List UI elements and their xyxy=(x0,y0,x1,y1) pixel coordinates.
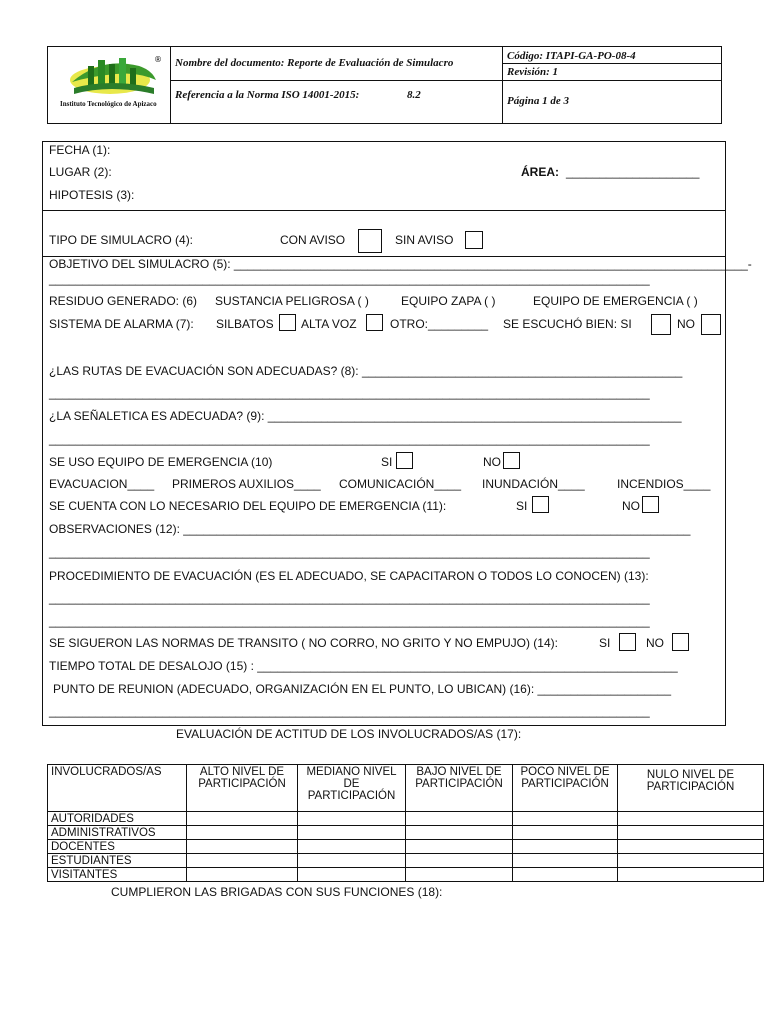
row-label: DOCENTES xyxy=(48,840,187,854)
table-row xyxy=(48,854,764,868)
without-notice-checkbox[interactable] xyxy=(465,231,483,249)
header-divider xyxy=(502,63,721,64)
table-cell[interactable] xyxy=(406,868,513,882)
table-cell[interactable] xyxy=(618,840,764,854)
traffic-rules-yes-checkbox[interactable] xyxy=(619,633,636,651)
fire-option[interactable]: INCENDIOS____ xyxy=(617,477,711,491)
equipment-used-label: SE USO EQUIPO DE EMERGENCIA (10) xyxy=(49,455,273,469)
residue-label: RESIDUO GENERADO: (6) xyxy=(49,294,198,308)
emergency-equipment-option[interactable]: EQUIPO DE EMERGENCIA ( ) xyxy=(533,294,698,308)
necessary-equipment-no-label: NO xyxy=(622,499,640,513)
table-cell[interactable] xyxy=(618,826,764,840)
evacuation-routes-question[interactable]: ¿LAS RUTAS DE EVACUACIÓN SON ADECUADAS? (8): ________________________________________________ xyxy=(49,364,683,378)
other-field[interactable]: OTRO:_________ xyxy=(390,317,489,331)
objective-field[interactable]: OBJETIVO DEL SIMULACRO (5): _____________________________________________________________________________- xyxy=(49,257,752,271)
equipment-used-no-checkbox[interactable] xyxy=(503,452,520,469)
with-notice-checkbox[interactable] xyxy=(358,229,382,253)
header-divider xyxy=(170,80,721,81)
table-cell[interactable] xyxy=(406,826,513,840)
table-cell[interactable] xyxy=(513,868,618,882)
total-evacuation-time-field[interactable]: TIEMPO TOTAL DE DESALOJO (15) : _______________________________________________________________ xyxy=(49,659,678,673)
column-header: NULO NIVEL DE PARTICIPACIÓN xyxy=(618,765,764,812)
traffic-rules-no-label: NO xyxy=(646,636,664,650)
heard-well-no-label: NO xyxy=(677,317,695,331)
table-row xyxy=(48,868,764,882)
row-label: ESTUDIANTES xyxy=(48,854,187,868)
first-aid-option[interactable]: PRIMEROS AUXILIOS____ xyxy=(172,477,321,491)
table-cell[interactable] xyxy=(406,812,513,826)
necessary-equipment-no-checkbox[interactable] xyxy=(642,496,659,513)
communication-option[interactable]: COMUNICACIÓN____ xyxy=(339,477,462,491)
logo-emblem-icon xyxy=(58,52,166,102)
table-header-row xyxy=(48,765,764,812)
table-cell[interactable] xyxy=(298,840,406,854)
meeting-point-field[interactable]: PUNTO DE REUNION (ADECUADO, ORGANIZACIÓN EN EL PUNTO, LO UBICAN) (16): ____________________ xyxy=(53,682,671,696)
page-number: Página 1 de 3 xyxy=(507,95,570,107)
row-label: AUTORIDADES xyxy=(48,812,187,826)
table-cell[interactable] xyxy=(618,812,764,826)
document-revision: Revisión: 1 xyxy=(507,66,559,78)
table-row xyxy=(48,840,764,854)
table-cell[interactable] xyxy=(618,854,764,868)
column-header: ALTO NIVEL DE PARTICIPACIÓN xyxy=(187,765,298,812)
table-cell[interactable] xyxy=(298,826,406,840)
table-cell[interactable] xyxy=(513,840,618,854)
traffic-rules-no-checkbox[interactable] xyxy=(672,633,689,651)
necessary-equipment-yes-label: SI xyxy=(516,499,528,513)
evacuation-option[interactable]: EVACUACION____ xyxy=(49,477,155,491)
table-cell[interactable] xyxy=(298,812,406,826)
column-header: POCO NIVEL DE PARTICIPACIÓN xyxy=(513,765,618,812)
document-code: Código: ITAPI-GA-PO-08-4 xyxy=(507,50,636,62)
header-divider xyxy=(170,46,171,123)
svg-text:®: ® xyxy=(154,55,162,64)
column-header: MEDIANO NIVEL DE PARTICIPACIÓN xyxy=(298,765,406,812)
equipment-used-no-label: NO xyxy=(483,455,501,469)
header-divider xyxy=(502,46,503,123)
area-field[interactable]: ____________________ xyxy=(566,165,700,179)
meeting-point-continuation-line[interactable]: __________________________________________________________________________________________ xyxy=(49,704,650,718)
norm-reference-value: 8.2 xyxy=(407,89,421,101)
whistles-label: SILBATOS xyxy=(216,317,274,331)
column-header: INVOLUCRADOS/AS xyxy=(48,765,187,812)
heard-well-yes-checkbox[interactable] xyxy=(651,314,671,335)
logo-caption: Instituto Tecnológico de Apizaco xyxy=(60,100,157,108)
simulation-type-label: TIPO DE SIMULACRO (4): xyxy=(49,233,194,247)
table-cell[interactable] xyxy=(618,868,764,882)
hypothesis-label: HIPOTESIS (3): xyxy=(49,188,135,202)
table-cell[interactable] xyxy=(187,854,298,868)
area-label: ÁREA: xyxy=(521,165,559,179)
attitude-evaluation-table xyxy=(47,764,764,882)
equipment-used-yes-checkbox[interactable] xyxy=(396,452,413,469)
table-cell[interactable] xyxy=(513,854,618,868)
procedure-line-1[interactable]: __________________________________________________________________________________________ xyxy=(49,591,650,605)
routes-continuation-line[interactable]: __________________________________________________________________________________________ xyxy=(49,386,650,400)
with-notice-label: CON AVISO xyxy=(280,233,346,247)
signage-continuation-line[interactable]: __________________________________________________________________________________________ xyxy=(49,432,650,446)
place-label: LUGAR (2): xyxy=(49,165,112,179)
traffic-rules-yes-label: SI xyxy=(599,636,611,650)
table-cell[interactable] xyxy=(406,854,513,868)
equipment-used-yes-label: SI xyxy=(381,455,393,469)
flood-option[interactable]: INUNDACIÓN____ xyxy=(482,477,585,491)
necessary-equipment-yes-checkbox[interactable] xyxy=(532,496,549,513)
table-cell[interactable] xyxy=(187,840,298,854)
traffic-rules-label: SE SIGUERON LAS NORMAS DE TRANSITO ( NO CORRO, NO GRITO Y NO EMPUJO) (14): xyxy=(49,636,558,650)
table-cell[interactable] xyxy=(187,812,298,826)
procedure-line-2[interactable]: __________________________________________________________________________________________ xyxy=(49,614,650,628)
table-cell[interactable] xyxy=(513,812,618,826)
evacuation-procedure-label: PROCEDIMIENTO DE EVACUACIÓN (ES EL ADECUADO, SE CAPACITARON O TODOS LO CONOCEN) (13): xyxy=(49,569,649,583)
document-name: Nombre del documento: Reporte de Evaluación de Simulacro xyxy=(175,57,454,69)
table-cell[interactable] xyxy=(298,854,406,868)
alarm-system-label: SISTEMA DE ALARMA (7): xyxy=(49,317,194,331)
table-cell[interactable] xyxy=(406,840,513,854)
institute-logo xyxy=(58,52,166,114)
column-header: BAJO NIVEL DE PARTICIPACIÓN xyxy=(406,765,513,812)
whistles-checkbox[interactable] xyxy=(279,314,296,331)
norm-reference: Referencia a la Norma ISO 14001-2015: xyxy=(175,89,360,101)
heard-well-label: SE ESCUCHÓ BIEN: SI xyxy=(503,317,632,331)
table-row xyxy=(48,826,764,840)
loudspeaker-label: ALTA VOZ xyxy=(301,317,357,331)
table-row xyxy=(48,812,764,826)
without-notice-label: SIN AVISO xyxy=(395,233,454,247)
table-cell[interactable] xyxy=(513,826,618,840)
form-divider xyxy=(42,210,726,211)
table-cell[interactable] xyxy=(298,868,406,882)
heard-well-no-checkbox[interactable] xyxy=(701,314,721,335)
zapa-equipment-option[interactable]: EQUIPO ZAPA ( ) xyxy=(401,294,496,308)
brigades-question: CUMPLIERON LAS BRIGADAS CON SUS FUNCIONES (18): xyxy=(111,885,443,899)
table-cell[interactable] xyxy=(187,826,298,840)
table-cell[interactable] xyxy=(187,868,298,882)
row-label: ADMINISTRATIVOS xyxy=(48,826,187,840)
loudspeaker-checkbox[interactable] xyxy=(366,314,383,331)
signage-question[interactable]: ¿LA SEÑALETICA ES ADECUADA? (9): ______________________________________________________________ xyxy=(49,409,682,423)
objective-continuation-line[interactable]: __________________________________________________________________________________________ xyxy=(49,272,650,286)
date-label: FECHA (1): xyxy=(49,143,111,157)
evaluation-title: EVALUACIÓN DE ACTITUD DE LOS INVOLUCRADOS/AS (17): xyxy=(176,727,522,741)
necessary-equipment-label: SE CUENTA CON LO NECESARIO DEL EQUIPO DE EMERGENCIA (11): xyxy=(49,499,447,513)
observations-continuation-line[interactable]: __________________________________________________________________________________________ xyxy=(49,545,650,559)
observations-field[interactable]: OBSERVACIONES (12): ____________________________________________________________________________ xyxy=(49,522,691,536)
hazardous-substance-option[interactable]: SUSTANCIA PELIGROSA ( ) xyxy=(215,294,369,308)
row-label: VISITANTES xyxy=(48,868,187,882)
